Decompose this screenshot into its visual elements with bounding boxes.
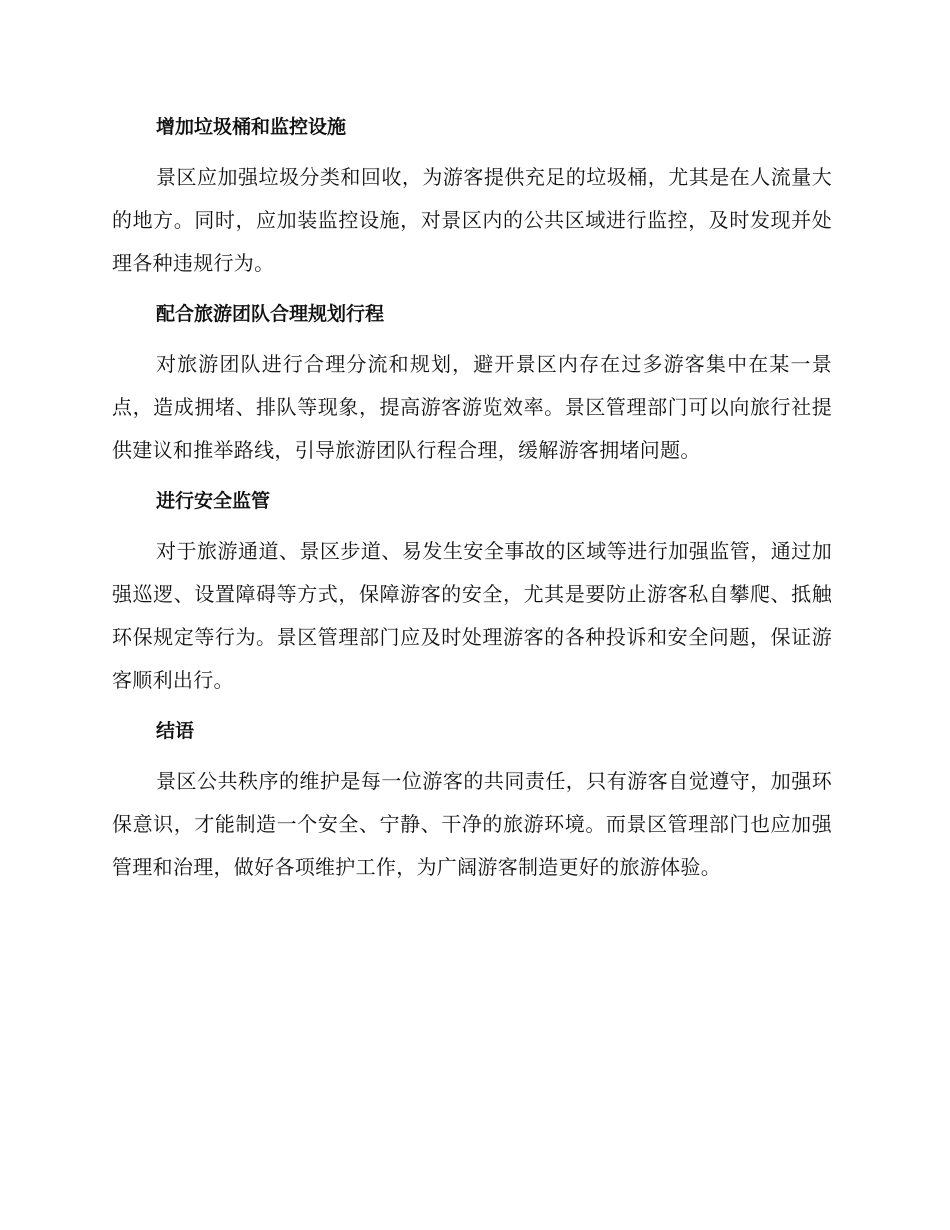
section-paragraph-trash-cans-monitoring: 景区应加强垃圾分类和回收，为游客提供充足的垃圾桶，尤其是在人流量大的地方。同时，应加装监控设施，对景区内的公共区域进行监控，及时发现并处理各种违规行为。	[112, 165, 832, 275]
section-heading-conclusion: 结语	[156, 720, 195, 742]
document-body	[112, 112, 832, 889]
section-paragraph-safety-supervision: 对于旅游通道、景区步道、易发生安全事故的区域等进行加强监管，通过加强巡逻、设置障碍等方式，保障游客的安全，尤其是要防止游客私自攀爬、抵触环保规定等行为。景区管理部门应及时处理游客的各种投诉和安全问题，保证游客顺利出行。	[112, 539, 832, 692]
section-paragraph-tour-group-planning: 对旅游团队进行合理分流和规划，避开景区内存在过多游客集中在某一景点，造成拥堵、排队等现象，提高游客游览效率。景区管理部门可以向旅行社提供建议和推举路线，引导旅游团队行程合理，缓解游客拥堵问题。	[112, 352, 832, 462]
section-heading-trash-cans-monitoring: 增加垃圾桶和监控设施	[156, 116, 347, 138]
section-heading-tour-group-planning: 配合旅游团队合理规划行程	[156, 303, 385, 325]
section-heading-safety-supervision: 进行安全监管	[156, 490, 271, 512]
section-paragraph-conclusion: 景区公共秩序的维护是每一位游客的共同责任，只有游客自觉遵守，加强环保意识，才能制造一个安全、宁静、干净的旅游环境。而景区管理部门也应加强管理和治理，做好各项维护工作，为广阔游客制造更好的旅游体验。	[112, 769, 832, 879]
